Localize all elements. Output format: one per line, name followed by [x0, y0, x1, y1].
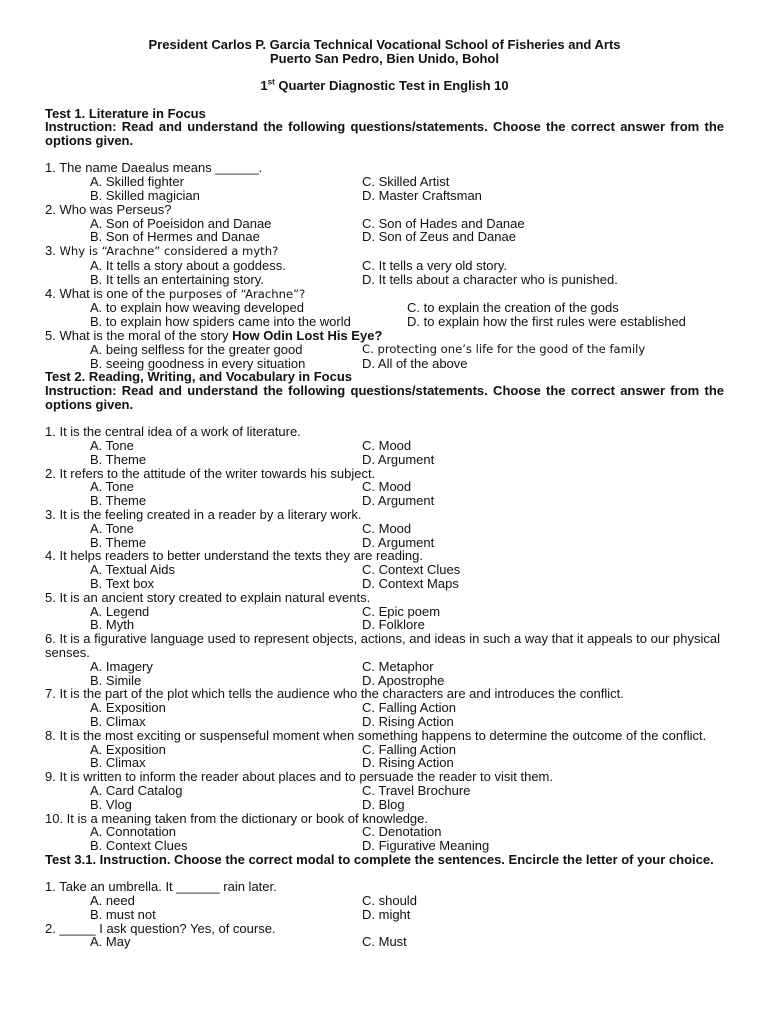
- answer-options: [45, 743, 724, 771]
- option-d: D. might: [362, 906, 411, 922]
- question-text-start: 4. What is one of: [45, 285, 147, 301]
- answer-options: [45, 301, 724, 329]
- option-c: C. Skilled Artist: [362, 174, 450, 190]
- question: [45, 508, 724, 549]
- question: [45, 922, 724, 950]
- option-a: A. to explain how weaving developed: [90, 300, 304, 316]
- option-a: A. Connotation: [90, 824, 177, 840]
- question: [45, 329, 724, 370]
- question-stem: 8. It is the most exciting or suspenseful moment when something happens to determine the outcome of the conflict.: [45, 727, 707, 743]
- option-b: B. Context Clues: [90, 838, 188, 854]
- option-b: B. It tells an entertaining story.: [90, 271, 264, 287]
- option-c: C. Mood: [362, 479, 412, 495]
- option-d: D. Rising Action: [362, 755, 454, 771]
- option-d: D. to explain how the first rules were established: [407, 314, 686, 330]
- option-b: B. Theme: [90, 493, 147, 509]
- question: [45, 203, 724, 244]
- answer-options: [45, 259, 724, 287]
- question: [45, 425, 724, 466]
- option-a: A. Exposition: [90, 700, 166, 716]
- test2-title: Test 2. Reading, Writing, and Vocabulary in Focus: [45, 369, 352, 385]
- option-b: B. to explain how spiders came into the world: [90, 314, 351, 330]
- option-a: A. Tone: [90, 479, 134, 495]
- test-title: [45, 79, 724, 93]
- option-d: D. Argument: [362, 534, 435, 550]
- question-stem: 2. Who was Perseus?: [45, 201, 172, 217]
- question-stem: 5. It is an ancient story created to explain natural events.: [45, 589, 371, 605]
- question: [45, 287, 724, 329]
- question: [45, 729, 724, 770]
- option-d: D. Master Craftsman: [362, 187, 482, 203]
- option-b: B. Text box: [90, 576, 155, 591]
- option-b: B. Myth: [90, 617, 135, 633]
- option-c: C. Denotation: [362, 824, 442, 840]
- option-b: B. Theme: [90, 451, 147, 467]
- option-d: D. Apostrophe: [362, 672, 445, 688]
- option-c: C. Son of Hades and Danae: [362, 215, 525, 231]
- option-a: A. Imagery: [90, 658, 153, 674]
- school-name: President Carlos P. Garcia Technical Vocational School of Fisheries and Arts: [148, 37, 621, 52]
- question: [45, 687, 724, 728]
- question: [45, 549, 724, 590]
- option-c: C. Mood: [362, 520, 412, 536]
- question-text: 5. What is the moral of the story: [45, 327, 233, 343]
- option-c: C. Must: [362, 934, 407, 950]
- option-c: C. should: [362, 893, 417, 909]
- question: [45, 880, 724, 921]
- option-d: D. Son of Zeus and Danae: [362, 229, 516, 245]
- question: [45, 244, 724, 286]
- option-c: C. to explain the creation of the gods: [407, 300, 619, 316]
- question-stem: 1. It is the central idea of a work of literature.: [45, 424, 301, 440]
- option-a: A. Exposition: [90, 741, 166, 757]
- document-header: [45, 38, 724, 107]
- option-d: D. Argument: [362, 451, 435, 467]
- option-c: C. protecting one’s life for the good of the family: [362, 341, 646, 356]
- answer-options: [45, 439, 724, 467]
- option-c: C. Falling Action: [362, 700, 456, 716]
- question-stem: 3. It is the feeling created in a reader by a literary work.: [45, 507, 362, 523]
- question-stem: 9. It is written to inform the reader about places and to persuade the reader to visit them.: [45, 769, 553, 785]
- question-stem: 6. It is a figurative language used to represent objects, actions, and ideas in such a way that it appeals to our physical senses.: [45, 631, 720, 660]
- option-c: C. Travel Brochure: [362, 782, 471, 798]
- option-a: A. Tone: [90, 438, 134, 454]
- option-a: A. It tells a story about a goddess.: [90, 257, 286, 273]
- question: [45, 812, 724, 853]
- option-c: C. Metaphor: [362, 658, 434, 674]
- question: [45, 467, 724, 508]
- option-c: C. Epic poem: [362, 603, 441, 619]
- option-d: D. Rising Action: [362, 713, 454, 729]
- option-a: A. May: [90, 934, 131, 950]
- option-d: D. Folklore: [362, 617, 425, 633]
- answer-options: [45, 605, 724, 633]
- test2-question-list: [45, 425, 724, 853]
- question: [45, 632, 724, 687]
- question-stem: [45, 287, 724, 302]
- answer-options: [45, 825, 724, 853]
- question-stem: 10. It is a meaning taken from the dictionary or book of knowledge.: [45, 810, 428, 826]
- option-d: D. Context Maps: [362, 576, 459, 591]
- answer-options: [45, 894, 724, 922]
- option-a: A. Legend: [90, 603, 150, 619]
- test2-instruction: Instruction: Read and understand the following questions/statements. Choose the correct answer from the options given.: [45, 383, 724, 412]
- question-stem: 2. _____ I ask question? Yes, of course.: [45, 920, 276, 936]
- option-a: A. Son of Poeisidon and Danae: [90, 215, 272, 231]
- option-b: B. Vlog: [90, 796, 132, 812]
- test-title-text: Quarter Diagnostic Test in English 10: [274, 78, 509, 93]
- option-a: A. Textual Aids: [90, 562, 176, 578]
- answer-options: [45, 701, 724, 729]
- answer-options: [45, 935, 724, 949]
- option-b: B. must not: [90, 906, 156, 922]
- answer-options: [45, 660, 724, 688]
- school-address: Puerto San Pedro, Bien Unido, Bohol: [270, 51, 499, 66]
- answer-options: [45, 480, 724, 508]
- question-stem: [45, 244, 724, 259]
- option-c: C. Falling Action: [362, 741, 456, 757]
- answer-options: [45, 217, 724, 245]
- option-b: B. Climax: [90, 713, 146, 729]
- option-d: D. All of the above: [362, 355, 468, 371]
- question-stem: 2. It refers to the attitude of the writer towards his subject.: [45, 465, 376, 481]
- question-stem: 4. It helps readers to better understand the texts they are reading.: [45, 548, 423, 564]
- option-a: A. Skilled fighter: [90, 174, 184, 190]
- question-stem: 1. The name Daealus means ______.: [45, 160, 263, 176]
- question-text-end: the purposes of “Arachne”?: [146, 286, 306, 301]
- test1-title: Test 1. Literature in Focus: [45, 105, 206, 121]
- question: [45, 161, 724, 202]
- option-b: B. Simile: [90, 672, 142, 688]
- answer-options: [45, 522, 724, 550]
- question: [45, 591, 724, 632]
- question-text: Why is “Arachne” considered a myth?: [59, 244, 279, 259]
- answer-options: [45, 784, 724, 812]
- test1-instruction: Instruction: Read and understand the following questions/statements. Choose the correct answer from the options given.: [45, 119, 724, 149]
- option-b: B. Skilled magician: [90, 187, 200, 203]
- option-d: D. It tells about a character who is punished.: [362, 271, 618, 287]
- option-d: D. Blog: [362, 796, 405, 812]
- option-c: C. Mood: [362, 438, 412, 454]
- option-b: B. Son of Hermes and Danae: [90, 229, 260, 245]
- test-title-ordinal: 1: [260, 78, 268, 93]
- option-c: C. Context Clues: [362, 562, 461, 578]
- story-title: How Odin Lost His Eye?: [232, 327, 383, 343]
- question: [45, 770, 724, 811]
- answer-options: [45, 563, 724, 591]
- question-stem: [45, 329, 724, 343]
- option-b: B. Climax: [90, 755, 146, 771]
- option-d: D. Argument: [362, 493, 435, 509]
- option-b: B. Theme: [90, 534, 147, 550]
- option-c: C. It tells a very old story.: [362, 257, 507, 273]
- option-a: A. need: [90, 893, 135, 909]
- question-number: 3.: [45, 243, 60, 259]
- option-a: A. Card Catalog: [90, 782, 183, 798]
- question-stem: 7. It is the part of the plot which tells the audience who the characters are and introduces the conflict.: [45, 686, 624, 702]
- option-b: B. seeing goodness in every situation: [90, 355, 306, 371]
- option-a: A. being selfless for the greater good: [90, 341, 303, 357]
- test-title-suffix: st: [267, 77, 275, 87]
- test3-instruction: Test 3.1. Instruction. Choose the correct modal to complete the sentences. Encircle the letter of your choice.: [45, 851, 714, 867]
- answer-options: [45, 343, 724, 371]
- answer-options: [45, 175, 724, 203]
- option-d: D. Figurative Meaning: [362, 838, 490, 854]
- option-a: A. Tone: [90, 520, 134, 536]
- question-stem: 1. Take an umbrella. It ______ rain later.: [45, 879, 277, 895]
